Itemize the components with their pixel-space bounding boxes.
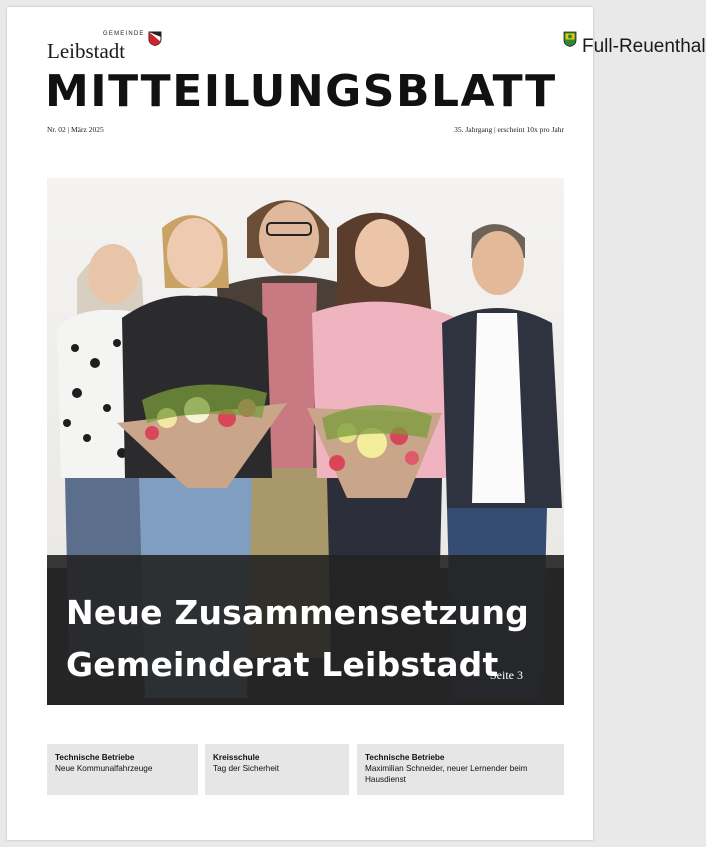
headline-box [47, 555, 564, 705]
cover-page [7, 7, 706, 840]
teaser-technische-betriebe-2[interactable] [357, 744, 564, 795]
headline-line-2: Gemeinderat Leibstadt [66, 645, 499, 684]
leibstadt-crest-icon [148, 31, 162, 46]
teaser-title: Technische Betriebe [365, 753, 445, 762]
headline-line-1: Neue Zusammensetzung [66, 593, 529, 632]
page-reference: Seite 3 [490, 668, 523, 682]
issue-info-row [47, 125, 564, 134]
teaser-text: Tag der Sicherheit [213, 764, 279, 773]
teaser-text: Neue Kommunalfahrzeuge [55, 764, 153, 773]
edition-info: 35. Jahrgang | erscheint 10x pro Jahr [454, 125, 564, 134]
teaser-title: Kreisschule [213, 753, 260, 762]
teaser-text: Maximilian Schneider, neuer Lernender beim Hausdienst [365, 764, 528, 784]
issue-number: Nr. 02 | März 2025 [47, 125, 104, 134]
teaser-kreisschule[interactable] [205, 744, 349, 795]
full-reuenthal-crest-icon [563, 31, 577, 47]
logo-small-label: GEMEINDE [103, 31, 145, 37]
logo-name-leibstadt: Leibstadt [47, 39, 126, 63]
masthead-title: MITTEILUNGSBLATT [45, 66, 557, 117]
teaser-title: Technische Betriebe [55, 753, 135, 762]
cover-photo [47, 178, 564, 705]
logo-name-full-reuenthal: Full-Reuenthal [582, 36, 706, 57]
teaser-technische-betriebe-1[interactable] [47, 744, 198, 795]
